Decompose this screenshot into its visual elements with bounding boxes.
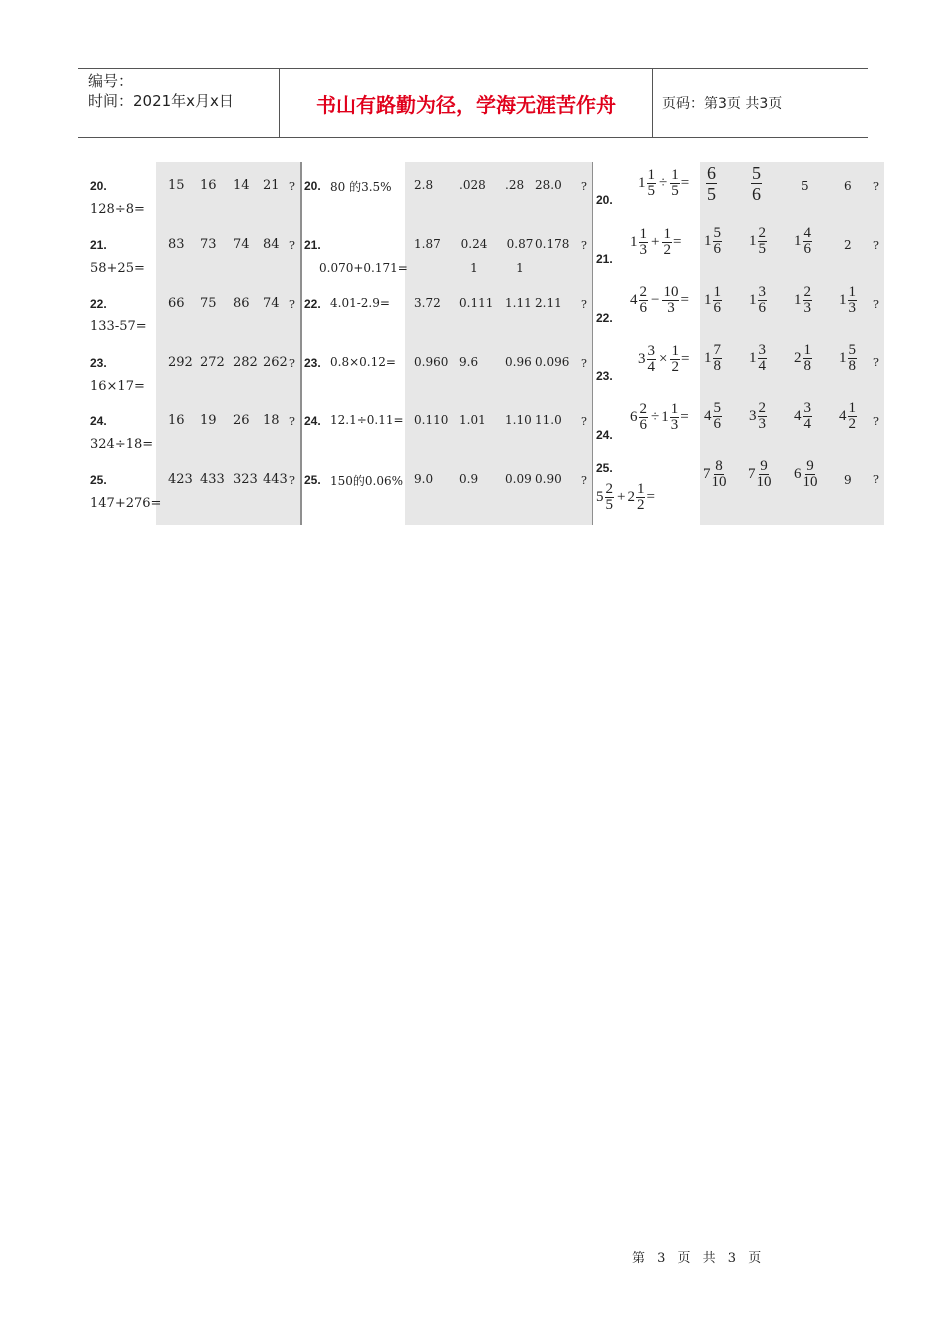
header-meta — [88, 71, 278, 111]
c1-question-expr: 128÷8= — [90, 202, 145, 217]
c2-question-mark: ? — [581, 180, 587, 193]
c1-answer-choice[interactable]: 19 — [200, 413, 217, 428]
c2-answer-choice[interactable]: 0.87 1 — [506, 237, 534, 275]
c3-r22-choice-b[interactable]: 1 $\frac{3}{6}$ — [749, 284, 766, 316]
serial-label: 编号： — [88, 72, 134, 90]
c1-answer-choice[interactable]: 73 — [200, 237, 217, 252]
c2-answer-choice[interactable]: 0.24 1 — [460, 237, 488, 275]
c1-question-mark: ? — [289, 357, 295, 370]
c2-answer-choice[interactable]: 28.0 — [535, 178, 562, 192]
c2-answer-choice[interactable]: 0.09 — [505, 472, 532, 486]
c3-expr-24: 6 $\frac{2}{6}$ ÷ 1 $\frac{1}{3}$ = — [630, 401, 689, 433]
c1-question-mark: ? — [289, 180, 295, 193]
c1-question-num: 21. — [90, 238, 107, 252]
c3-expr-23: 3 $\frac{3}{4}$ × $\frac{1}{2}$ = — [638, 343, 690, 375]
c1-question-expr: 133-57= — [90, 319, 147, 334]
c1-question-expr: 16×17= — [90, 379, 145, 394]
motto: 书山有路勤为径，学海无涯苦作舟 — [279, 69, 653, 137]
c3-r22-choice-c[interactable]: 1 $\frac{2}{3}$ — [794, 284, 811, 316]
c1-answer-choice[interactable]: 272 — [200, 355, 225, 370]
c2-answer-choice[interactable]: .28 — [505, 178, 525, 192]
c3-q-21: ? — [873, 239, 879, 252]
c1-answer-choice[interactable]: 423 — [168, 472, 193, 487]
c2-question-mark: ? — [581, 474, 587, 487]
c2-answer-choice[interactable]: 0.110 — [414, 413, 449, 427]
c3-r20-choice-c[interactable]: 5 — [801, 179, 809, 193]
c3-r24-choice-b[interactable]: 3 $\frac{2}{3}$ — [749, 400, 766, 432]
c3-r23-choice-b[interactable]: 1 $\frac{3}{4}$ — [749, 342, 766, 374]
c1-answer-choice[interactable]: 16 — [200, 178, 217, 193]
c3-r25-choice-a[interactable]: 7 $\frac{8}{10}$ — [703, 458, 727, 490]
c3-r25-choice-c[interactable]: 6 $\frac{9}{10}$ — [794, 458, 818, 490]
c2-question-num: 24. — [304, 414, 321, 428]
c2-question-expr: 4.01-2.9= — [330, 296, 390, 310]
c3-q-23: ? — [873, 356, 879, 369]
c2-question-mark: ? — [581, 298, 587, 311]
c3-r21-choice-a[interactable]: 1 $\frac{5}{6}$ — [704, 225, 721, 257]
c1-answer-choice[interactable]: 26 — [233, 413, 250, 428]
c3-expr-21: 1 $\frac{1}{3}$ + $\frac{1}{2}$ = — [630, 226, 682, 258]
c3-num-21: 21. — [596, 252, 613, 266]
c1-question-num: 20. — [90, 179, 107, 193]
c2-question-expr: 80 的3.5% — [330, 180, 392, 194]
c2-answer-choice[interactable]: 9.6 — [459, 355, 479, 369]
c2-answer-choice[interactable]: 0.9 — [459, 472, 479, 486]
c2-question-num: 20. — [304, 179, 321, 193]
c3-num-24: 24. — [596, 428, 613, 442]
c1-answer-choice[interactable]: 14 — [233, 178, 250, 193]
c1-answer-choice[interactable]: 74 — [263, 296, 280, 311]
c2-answer-choice[interactable]: 1.10 — [505, 413, 532, 427]
c2-answer-choice[interactable]: 0.960 — [414, 355, 449, 369]
c2-answer-choice[interactable]: 0.111 — [459, 296, 494, 310]
c1-answer-choice[interactable]: 433 — [200, 472, 225, 487]
page-footer: 第 3 页 共 3 页 — [632, 1251, 766, 1266]
c3-r24-choice-a[interactable]: 4 $\frac{5}{6}$ — [704, 400, 721, 432]
c1-question-expr: 324÷18= — [90, 437, 154, 452]
c3-q-24: ? — [873, 415, 879, 428]
c3-expr-20: 1 $\frac{1}{5}$ ÷ $\frac{1}{5}$ = — [638, 167, 690, 199]
c2-question-num: 25. — [304, 473, 321, 487]
c2-answer-choice[interactable]: 2.11 — [535, 296, 562, 310]
c2-answer-choice[interactable]: 1.11 — [505, 296, 532, 310]
divider-1 — [300, 162, 302, 525]
c2-answer-choice[interactable]: 2.8 — [414, 178, 434, 192]
c2-answer-choice[interactable]: 0.096 — [535, 355, 570, 369]
c2-question-num: 22. — [304, 297, 321, 311]
c3-q-22: ? — [873, 298, 879, 311]
c2-answer-choice[interactable]: 3.72 — [414, 296, 441, 310]
c1-answer-choice[interactable]: 292 — [168, 355, 193, 370]
time-label: 时间：2021年x月x日 — [88, 92, 234, 110]
c2-question-num: 23. — [304, 356, 321, 370]
c1-answer-choice[interactable]: 75 — [200, 296, 217, 311]
c2-question-mark: ? — [581, 415, 587, 428]
page-info: 页码：第3页 共3页 — [662, 96, 783, 112]
c3-r24-choice-d[interactable]: 4 $\frac{1}{2}$ — [839, 400, 856, 432]
c2-answer-choice[interactable]: 1.01 — [459, 413, 486, 427]
c2-answer-choice[interactable]: .028 — [459, 178, 486, 192]
c1-answer-choice[interactable]: 86 — [233, 296, 250, 311]
c1-answer-choice[interactable]: 18 — [263, 413, 280, 428]
c3-r20-choice-b[interactable]: $\frac{5}{6}$ — [752, 163, 761, 204]
c1-answer-choice[interactable]: 282 — [233, 355, 258, 370]
c2-question-expr: 150的0.06% — [330, 474, 404, 488]
c1-question-mark: ? — [289, 298, 295, 311]
divider-2 — [592, 162, 593, 525]
col1-answer-panel — [156, 162, 301, 525]
col2-answer-panel — [405, 162, 592, 525]
c2-answer-choice[interactable]: 0.90 — [535, 472, 562, 486]
c2-question-num: 21. — [304, 238, 321, 252]
c2-answer-choice[interactable]: 0.178 — [535, 237, 570, 251]
c1-question-mark: ? — [289, 415, 295, 428]
page-header — [78, 68, 868, 138]
c3-r20-choice-d[interactable]: 6 — [844, 179, 852, 193]
c3-num-25: 25. — [596, 461, 613, 475]
c1-answer-choice[interactable]: 66 — [168, 296, 185, 311]
c3-q-20: ? — [873, 180, 879, 193]
c1-answer-choice[interactable]: 323 — [233, 472, 258, 487]
c1-question-expr: 147+276= — [90, 496, 162, 511]
c2-answer-choice[interactable]: 1.87 — [414, 237, 441, 251]
c3-r23-choice-a[interactable]: 1 $\frac{7}{8}$ — [704, 342, 721, 374]
c3-r21-choice-b[interactable]: 1 $\frac{2}{5}$ — [749, 225, 766, 257]
c3-expr-22: 4 $\frac{2}{6}$ − $\frac{10}{3}$ = — [630, 284, 689, 316]
c2-question-expr: 12.1÷0.11= — [330, 413, 404, 427]
c1-answer-choice[interactable]: 15 — [168, 178, 185, 193]
c3-r23-choice-d[interactable]: 1 $\frac{5}{8}$ — [839, 342, 856, 374]
c1-answer-choice[interactable]: 262 — [263, 355, 288, 370]
c3-r23-choice-c[interactable]: 2 $\frac{1}{8}$ — [794, 342, 811, 374]
c2-question-expr: 0.8×0.12= — [330, 355, 396, 369]
c3-r22-choice-a[interactable]: 1 $\frac{1}{6}$ — [704, 284, 721, 316]
c1-answer-choice[interactable]: 74 — [233, 237, 250, 252]
c1-answer-choice[interactable]: 16 — [168, 413, 185, 428]
c1-answer-choice[interactable]: 83 — [168, 237, 185, 252]
c3-q-25: ? — [873, 473, 879, 486]
c1-question-mark: ? — [289, 239, 295, 252]
c1-question-num: 22. — [90, 297, 107, 311]
c3-r25-choice-b[interactable]: 7 $\frac{9}{10}$ — [748, 458, 772, 490]
c1-question-num: 25. — [90, 473, 107, 487]
c1-question-num: 24. — [90, 414, 107, 428]
c3-r21-choice-d[interactable]: 2 — [844, 238, 852, 252]
c1-question-mark: ? — [289, 474, 295, 487]
c1-answer-choice[interactable]: 21 — [263, 178, 280, 193]
c1-answer-choice[interactable]: 84 — [263, 237, 280, 252]
c2-answer-choice[interactable]: 9.0 — [414, 472, 434, 486]
c3-r24-choice-c[interactable]: 4 $\frac{3}{4}$ — [794, 400, 811, 432]
c3-num-20: 20. — [596, 193, 613, 207]
c3-r22-choice-d[interactable]: 1 $\frac{1}{3}$ — [839, 284, 856, 316]
c2-question-mark: ? — [581, 239, 587, 252]
c3-r20-choice-a[interactable]: $\frac{6}{5}$ — [707, 163, 716, 204]
c3-r25-choice-d[interactable]: 9 — [844, 473, 852, 487]
c1-question-expr: 58+25= — [90, 261, 145, 276]
c3-r21-choice-c[interactable]: 1 $\frac{4}{6}$ — [794, 225, 811, 257]
c2-answer-choice[interactable]: 0.96 — [505, 355, 532, 369]
c3-num-22: 22. — [596, 311, 613, 325]
c2-question-mark: ? — [581, 357, 587, 370]
c2-question-expr: 0.070+0.171= — [319, 261, 408, 275]
c1-question-num: 23. — [90, 356, 107, 370]
c3-num-23: 23. — [596, 369, 613, 383]
c3-expr-25: 5 $\frac{2}{5}$ + 2 $\frac{1}{2}$ = — [596, 481, 655, 513]
c2-answer-choice[interactable]: 11.0 — [535, 413, 562, 427]
c1-answer-choice[interactable]: 443 — [263, 472, 288, 487]
